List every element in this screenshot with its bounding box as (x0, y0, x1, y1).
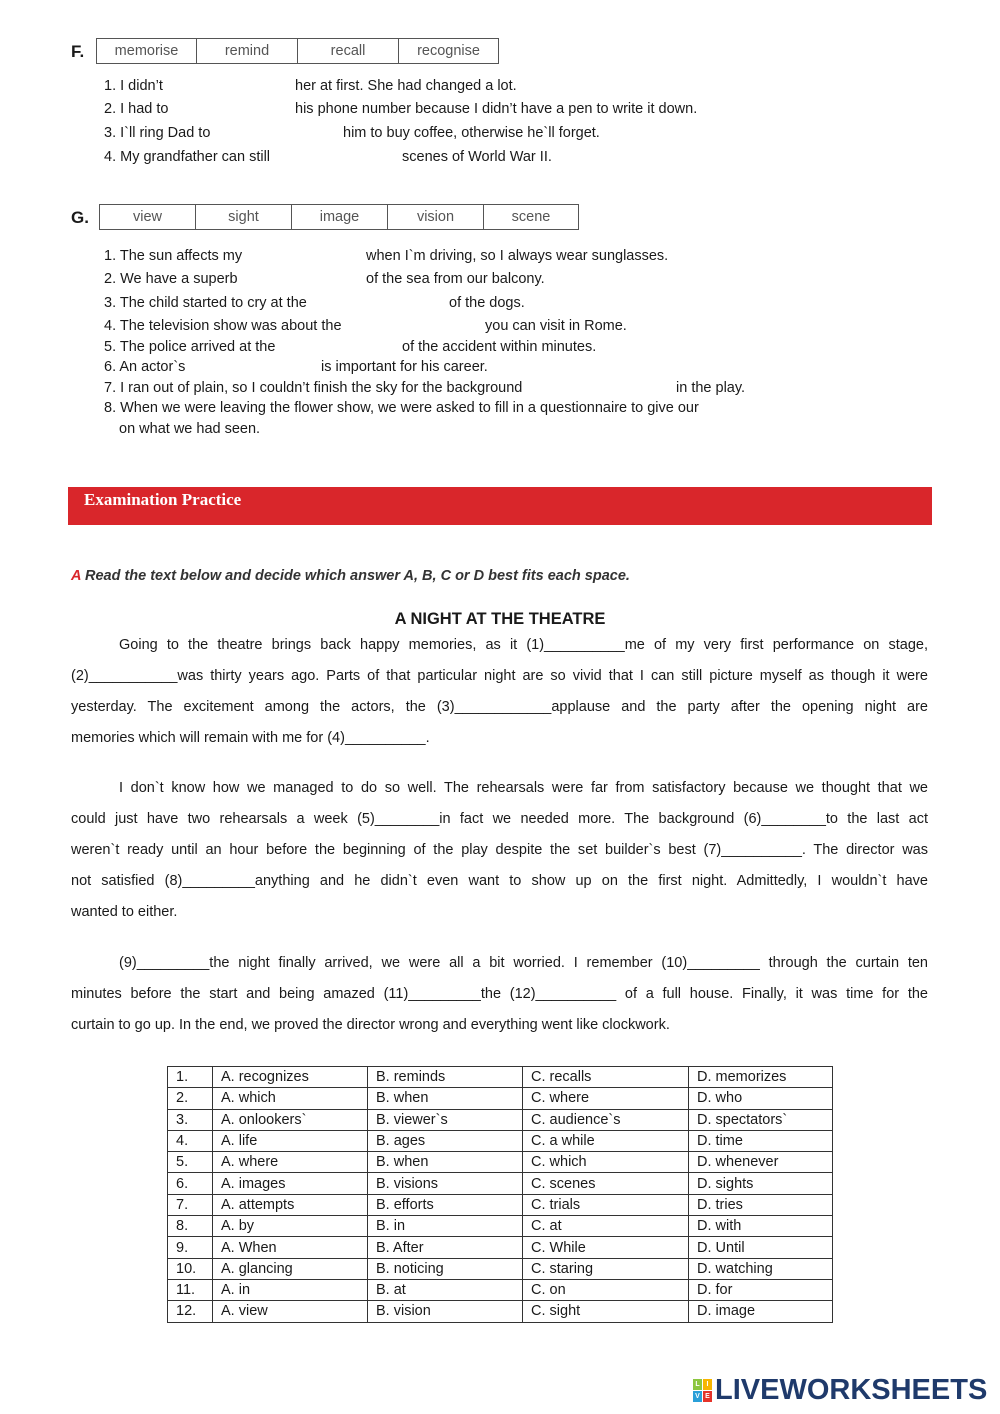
question-number: 9. (168, 1237, 213, 1258)
banner-title: Examination Practice (84, 490, 242, 509)
item-prompt: 7. I ran out of plain, so I couldn’t finish the sky for the background (104, 380, 523, 396)
item-continuation: of the sea from our balcony. (366, 271, 545, 287)
word-bank-item: scene (511, 209, 551, 225)
answer-option: D. time (689, 1130, 833, 1151)
answer-option: C. recalls (523, 1067, 689, 1088)
passage-line: not satisfied (8)_________anything and he didn`t even want to show up on the first night. Admittedly, I wouldn`t have (71, 873, 928, 889)
answer-option: B. visions (368, 1173, 523, 1194)
passage-line: memories which will remain with me for (4)__________. (71, 730, 430, 746)
passage-title: A NIGHT AT THE THEATRE (394, 610, 606, 628)
question-number: 1. (168, 1067, 213, 1088)
answer-option: A. in (213, 1279, 368, 1300)
section-banner (68, 487, 932, 525)
passage-line: (2)___________was thirty years ago. Parts of that particular night are so vivid that I can still picture myself as though it were (71, 668, 928, 684)
word-bank-item: remind (197, 39, 298, 63)
word-bank-item: memorise (97, 39, 197, 63)
word-bank-item: recognise (417, 43, 480, 59)
options-table (167, 1066, 833, 1323)
liveworksheets-logo (693, 1374, 987, 1407)
item-prompt: 3. I`ll ring Dad to (104, 125, 211, 141)
item-prompt: 1. I didn’t (104, 78, 163, 94)
answer-option: A. glancing (213, 1258, 368, 1279)
answer-option: B. when (368, 1088, 523, 1109)
options-row (168, 1130, 833, 1151)
answer-option: B. efforts (368, 1194, 523, 1215)
exercise-letter: A (71, 568, 81, 584)
item-continuation: scenes of World War II. (402, 149, 552, 165)
question-number: 10. (168, 1258, 213, 1279)
answer-option: D. with (689, 1216, 833, 1237)
answer-option: C. scenes (523, 1173, 689, 1194)
answer-option: B. viewer`s (368, 1109, 523, 1130)
item-prompt: 2. We have a superb (104, 271, 238, 287)
word-bank-item: vision (388, 205, 484, 229)
answer-option: A. life (213, 1130, 368, 1151)
question-number: 4. (168, 1130, 213, 1151)
answer-option: B. After (368, 1237, 523, 1258)
passage-line: minutes before the start and being amazed (11)_________the (12)__________ of a full house. Finally, it was time for the (71, 986, 928, 1002)
question-number: 8. (168, 1216, 213, 1237)
answer-option: D. memorizes (689, 1067, 833, 1088)
instruction-text: Read the text below and decide which answer A, B, C or D best fits each space. (84, 568, 630, 584)
options-row (168, 1152, 833, 1173)
answer-option: C. where (523, 1088, 689, 1109)
item-prompt: 1. The sun affects my (104, 248, 243, 264)
question-number: 3. (168, 1109, 213, 1130)
answer-option: C. audience`s (523, 1109, 689, 1130)
answer-option: C. trials (523, 1194, 689, 1215)
item-prompt: 3. The child started to cry at the (104, 295, 307, 311)
answer-option: C. at (523, 1216, 689, 1237)
answer-option: B. noticing (368, 1258, 523, 1279)
answer-option: B. when (368, 1152, 523, 1173)
answer-option: D. watching (689, 1258, 833, 1279)
answer-option: D. whenever (689, 1152, 833, 1173)
passage-line: Going to the theatre brings back happy memories, as it (1)__________me of my very first performance on stage, (119, 637, 928, 653)
answer-option: C. a while (523, 1130, 689, 1151)
answer-option: D. sights (689, 1173, 833, 1194)
options-row (168, 1237, 833, 1258)
item-prompt: on what we had seen. (119, 421, 261, 437)
item-continuation: his phone number because I didn’t have a pen to write it down. (295, 101, 698, 117)
section-g-label: G. (71, 208, 89, 227)
item-continuation: her at first. She had changed a lot. (295, 78, 517, 94)
answer-option: A. by (213, 1216, 368, 1237)
answer-option: B. reminds (368, 1067, 523, 1088)
answer-option: A. recognizes (213, 1067, 368, 1088)
answer-option: C. staring (523, 1258, 689, 1279)
passage-line: wanted to either. (71, 904, 178, 920)
passage-line: curtain to go up. In the end, we proved the director wrong and everything went like clockwork. (71, 1017, 670, 1033)
word-bank-item: recall (298, 39, 399, 63)
options-row (168, 1279, 833, 1300)
item-continuation: you can visit in Rome. (485, 318, 627, 334)
word-bank-item: image (292, 205, 388, 229)
answer-option: B. at (368, 1279, 523, 1300)
options-row (168, 1109, 833, 1130)
word-bank-item: sight (196, 205, 292, 229)
answer-option: C. which (523, 1152, 689, 1173)
item-continuation: of the accident within minutes. (402, 339, 597, 355)
answer-option: B. vision (368, 1301, 523, 1322)
passage-line: yesterday. The excitement among the actors, the (3)____________applause and the party after the opening night are (71, 699, 928, 715)
item-continuation: in the play. (676, 380, 746, 396)
answer-option: B. ages (368, 1130, 523, 1151)
passage-line: (9)_________the night finally arrived, we were all a bit worried. I remember (10)_________ through the curtain ten (119, 955, 928, 971)
answer-option: D. Until (689, 1237, 833, 1258)
answer-option: D. tries (689, 1194, 833, 1215)
options-row (168, 1067, 833, 1088)
item-prompt: 6. An actor`s (104, 359, 186, 375)
answer-option: C. sight (523, 1301, 689, 1322)
answer-option: C. While (523, 1237, 689, 1258)
passage-line: could just have two rehearsals a week (5)________in fact we needed more. The background (6)________to the last act (71, 811, 928, 827)
answer-option: B. in (368, 1216, 523, 1237)
item-prompt: 2. I had to (104, 101, 169, 117)
question-number: 5. (168, 1152, 213, 1173)
answer-option: D. for (689, 1279, 833, 1300)
item-continuation: him to buy coffee, otherwise he`ll forget. (343, 125, 600, 141)
question-number: 2. (168, 1088, 213, 1109)
answer-option: D. who (689, 1088, 833, 1109)
answer-option: A. where (213, 1152, 368, 1173)
item-prompt: 8. When we were leaving the flower show, we were asked to fill in a questionnaire to give our (104, 400, 699, 416)
question-number: 7. (168, 1194, 213, 1215)
logo-tiles-icon: L I V E (693, 1379, 712, 1402)
logo-text: LIVEWORKSHEETS (715, 1374, 988, 1406)
word-bank-g (99, 204, 579, 230)
item-prompt: 4. My grandfather can still (104, 149, 271, 165)
answer-option: A. which (213, 1088, 368, 1109)
answer-option: A. attempts (213, 1194, 368, 1215)
item-prompt: 5. The police arrived at the (104, 339, 276, 355)
answer-option: D. image (689, 1301, 833, 1322)
answer-option: D. spectators` (689, 1109, 833, 1130)
options-row (168, 1216, 833, 1237)
question-number: 11. (168, 1279, 213, 1300)
passage-line: weren`t ready until an hour before the beginning of the play despite the set builder`s best (7)__________. The director was (71, 842, 928, 858)
item-prompt: 4. The television show was about the (104, 318, 342, 334)
options-row (168, 1194, 833, 1215)
options-row (168, 1173, 833, 1194)
options-row (168, 1301, 833, 1322)
answer-option: A. view (213, 1301, 368, 1322)
question-number: 6. (168, 1173, 213, 1194)
options-row (168, 1258, 833, 1279)
section-f-label: F. (71, 42, 85, 61)
answer-option: A. onlookers` (213, 1109, 368, 1130)
passage-line: I don`t know how we managed to do so well. The rehearsals were far from satisfactory because we thought that we (119, 780, 928, 796)
exercise-instruction (71, 568, 630, 584)
word-bank-item: view (100, 205, 196, 229)
item-continuation: when I`m driving, so I always wear sunglasses. (366, 248, 669, 264)
options-row (168, 1088, 833, 1109)
answer-option: C. on (523, 1279, 689, 1300)
item-continuation: is important for his career. (321, 359, 488, 375)
answer-option: A. images (213, 1173, 368, 1194)
item-continuation: of the dogs. (449, 295, 525, 311)
question-number: 12. (168, 1301, 213, 1322)
answer-option: A. When (213, 1237, 368, 1258)
word-bank-f (96, 38, 499, 64)
